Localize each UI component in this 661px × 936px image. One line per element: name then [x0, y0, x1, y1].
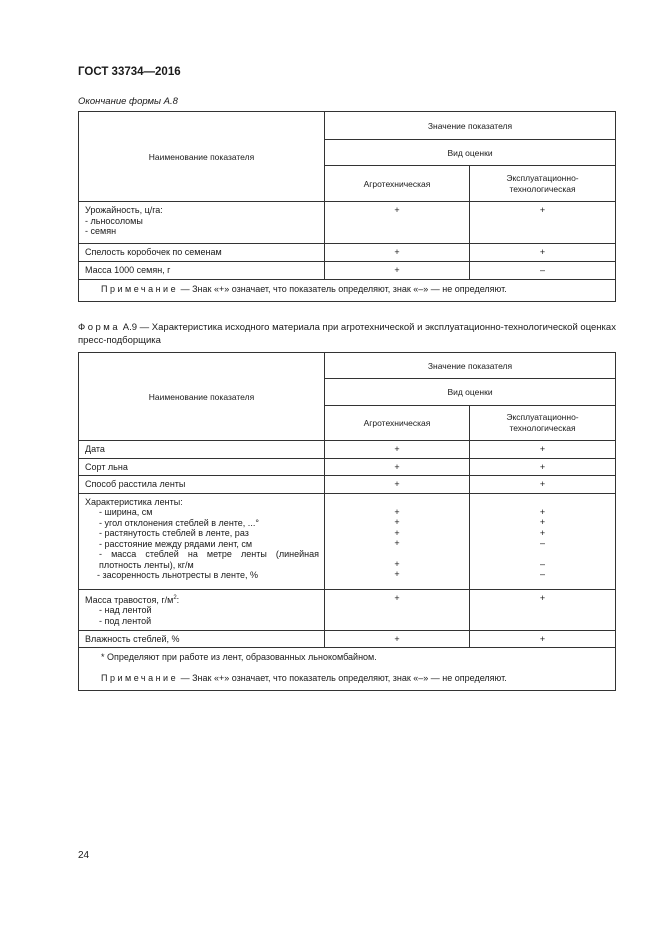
form-a8-table — [78, 111, 616, 302]
row-tape-name — [79, 493, 325, 589]
row-ripeness-expl: + — [470, 244, 616, 262]
tape-contamination-expl: – — [540, 569, 546, 579]
header-agro: Агротехническая — [325, 406, 470, 441]
tape-stretch-expl: + — [539, 527, 546, 538]
tape-row-distance: - расстояние между рядами лент, см — [99, 538, 253, 549]
row-ripeness-name: Спелость коробочек по семенам — [79, 244, 325, 262]
tape-heading: Характеристика ленты: — [85, 496, 183, 507]
table-footnote-and-note — [79, 648, 616, 691]
row-yield-heading: Урожайность, ц/га: — [85, 205, 163, 215]
tape-contamination: - засоренность льнотресты в ленте, % — [97, 570, 258, 580]
row-variety-expl: + — [470, 458, 616, 476]
row-tape-agro — [325, 493, 470, 589]
header-expl: Эксплуатационно-технологическая — [470, 166, 616, 202]
tape-stretch-agro: + — [394, 527, 400, 538]
header-name-column: Наименование показателя — [79, 112, 325, 202]
row-mass-name: Масса 1000 семян, г — [79, 262, 325, 280]
note-word: Примечание — [101, 673, 179, 683]
note-text: — Знак «+» означает, что показатель определяют, знак «–» — не определяют. — [178, 283, 507, 294]
form-a9-caption — [78, 321, 618, 347]
page-number: 24 — [78, 850, 90, 861]
tape-width-expl: + — [539, 506, 546, 517]
row-mass-expl: – — [470, 262, 616, 280]
header-assessment-type: Вид оценки — [325, 379, 616, 406]
row-yield-expl: + — [470, 202, 616, 244]
row-moisture-expl: + — [470, 630, 616, 648]
grass-heading: Масса травостоя, $г/м^2$: — [85, 594, 180, 605]
header-value-group: Значение показателя — [325, 353, 616, 379]
tape-linear-density-expl: – — [540, 558, 546, 569]
table-row — [79, 244, 616, 262]
header-assessment-type: Вид оценки — [325, 140, 616, 166]
grass-above: - над лентой — [99, 605, 152, 615]
form-prefix: Форма — [78, 322, 121, 333]
row-moisture-agro: + — [325, 630, 470, 648]
tape-row-distance-expl: – — [540, 538, 546, 548]
row-yield-seeds: - семян — [85, 226, 117, 236]
tape-linear-density-agro: + — [394, 558, 400, 569]
row-mass-agro: + — [325, 262, 470, 280]
tape-angle-expl: + — [539, 517, 546, 527]
tape-linear-density: - масса стеблей на метре ленты (линейная плотность ленты), кг/м — [99, 549, 319, 570]
tape-width-agro: + — [394, 506, 400, 517]
header-agro: Агротехническая — [325, 166, 470, 202]
table-row — [79, 458, 616, 476]
row-grass-name — [79, 589, 325, 630]
continuation-label: Окончание формы А.8 — [78, 96, 178, 107]
document-title: ГОСТ 33734—2016 — [78, 66, 181, 78]
row-yield-straw: - льносоломы — [85, 215, 143, 226]
row-tape-expl — [470, 493, 616, 589]
tape-contamination-agro: + — [394, 569, 400, 579]
table-note — [101, 673, 609, 684]
row-yield-name — [79, 202, 325, 244]
row-grass-expl: + — [470, 589, 616, 630]
row-date-name: Дата — [79, 441, 325, 459]
row-variety-agro: + — [325, 458, 470, 476]
row-ripeness-agro: + — [325, 244, 470, 262]
note-text: — Знак «+» означает, что показатель определяют, знак «–» — не определяют. — [178, 673, 507, 683]
tape-angle: - угол отклонения стеблей в ленте, ...° — [99, 517, 259, 528]
row-grass-agro: + — [325, 589, 470, 630]
header-value-group: Значение показателя — [325, 112, 616, 140]
row-method-name: Способ расстила ленты — [79, 476, 325, 494]
header-expl: Эксплуатационно-технологическая — [470, 406, 616, 441]
tape-stretch: - растянутость стеблей в ленте, раз — [99, 528, 249, 538]
row-moisture-name: Влажность стеблей, % — [79, 630, 325, 648]
footnote: * Определяют при работе из лент, образованных льнокомбайном. — [101, 652, 377, 662]
table-row — [79, 202, 616, 244]
form-a9-table — [78, 352, 616, 691]
row-yield-agro: + — [325, 202, 470, 244]
grass-below: - под лентой — [99, 615, 152, 626]
row-variety-name: Сорт льна — [79, 458, 325, 476]
table-row — [79, 630, 616, 648]
header-name-column: Наименование показателя — [79, 353, 325, 441]
row-method-agro: + — [325, 476, 470, 494]
form-caption-text: А.9 — Характеристика исходного материала при агротехнической и эксплуатационно-технологической оценках пресс-подборщика — [78, 322, 616, 346]
table-row — [79, 262, 616, 280]
table-row — [79, 493, 616, 589]
table-row — [79, 589, 616, 630]
tape-width: - ширина, см — [99, 507, 153, 517]
row-date-expl: + — [470, 441, 616, 459]
table-row — [79, 476, 616, 494]
note-word: Примечание — [101, 283, 179, 294]
tape-angle-agro: + — [394, 517, 400, 527]
row-date-agro: + — [325, 441, 470, 459]
tape-row-distance-agro: + — [394, 538, 400, 548]
row-method-expl: + — [470, 476, 616, 494]
table-note — [79, 279, 616, 301]
table-row — [79, 441, 616, 459]
